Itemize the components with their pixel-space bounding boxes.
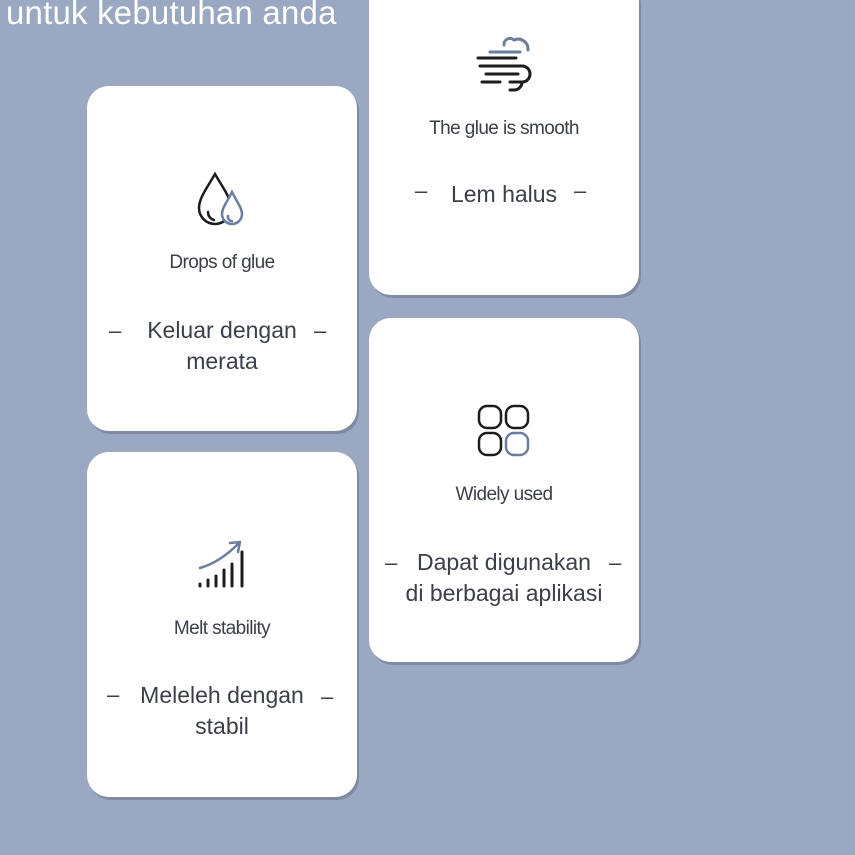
feature-title: The glue is smooth [429, 118, 579, 139]
description-line: Lem halus [450, 181, 558, 207]
description-line: di berbagai aplikasi [405, 580, 603, 606]
description-line: Dapat digunakan [417, 549, 591, 575]
dash-left: – [109, 318, 122, 343]
feature-card-widely-used [369, 318, 639, 662]
feature-card-drops [87, 86, 357, 431]
feature-description [87, 680, 357, 742]
dash-right: – [574, 178, 587, 203]
description-line: merata [186, 348, 258, 374]
dash-right: – [609, 550, 622, 575]
wind-icon [474, 36, 534, 101]
dash-left: – [107, 682, 120, 707]
signal-growth-icon [196, 538, 248, 597]
water-drops-icon [194, 170, 250, 235]
description-line: Meleleh dengan [140, 682, 304, 708]
feature-card-smooth [369, 0, 639, 295]
dash-right: – [321, 684, 334, 709]
description-line: Keluar dengan [147, 317, 297, 343]
feature-title: Widely used [455, 484, 553, 505]
feature-description [369, 547, 639, 609]
feature-title: Drops of glue [169, 252, 275, 273]
grid-apps-icon [477, 404, 531, 463]
feature-title: Melt stability [173, 618, 271, 639]
dash-left: – [385, 550, 398, 575]
dash-right: – [314, 318, 327, 343]
feature-description [369, 179, 639, 210]
feature-card-melt-stability [87, 452, 357, 797]
dash-left: – [415, 178, 428, 203]
headline: untuk kebutuhan anda [6, 0, 337, 31]
description-line: stabil [195, 713, 249, 739]
